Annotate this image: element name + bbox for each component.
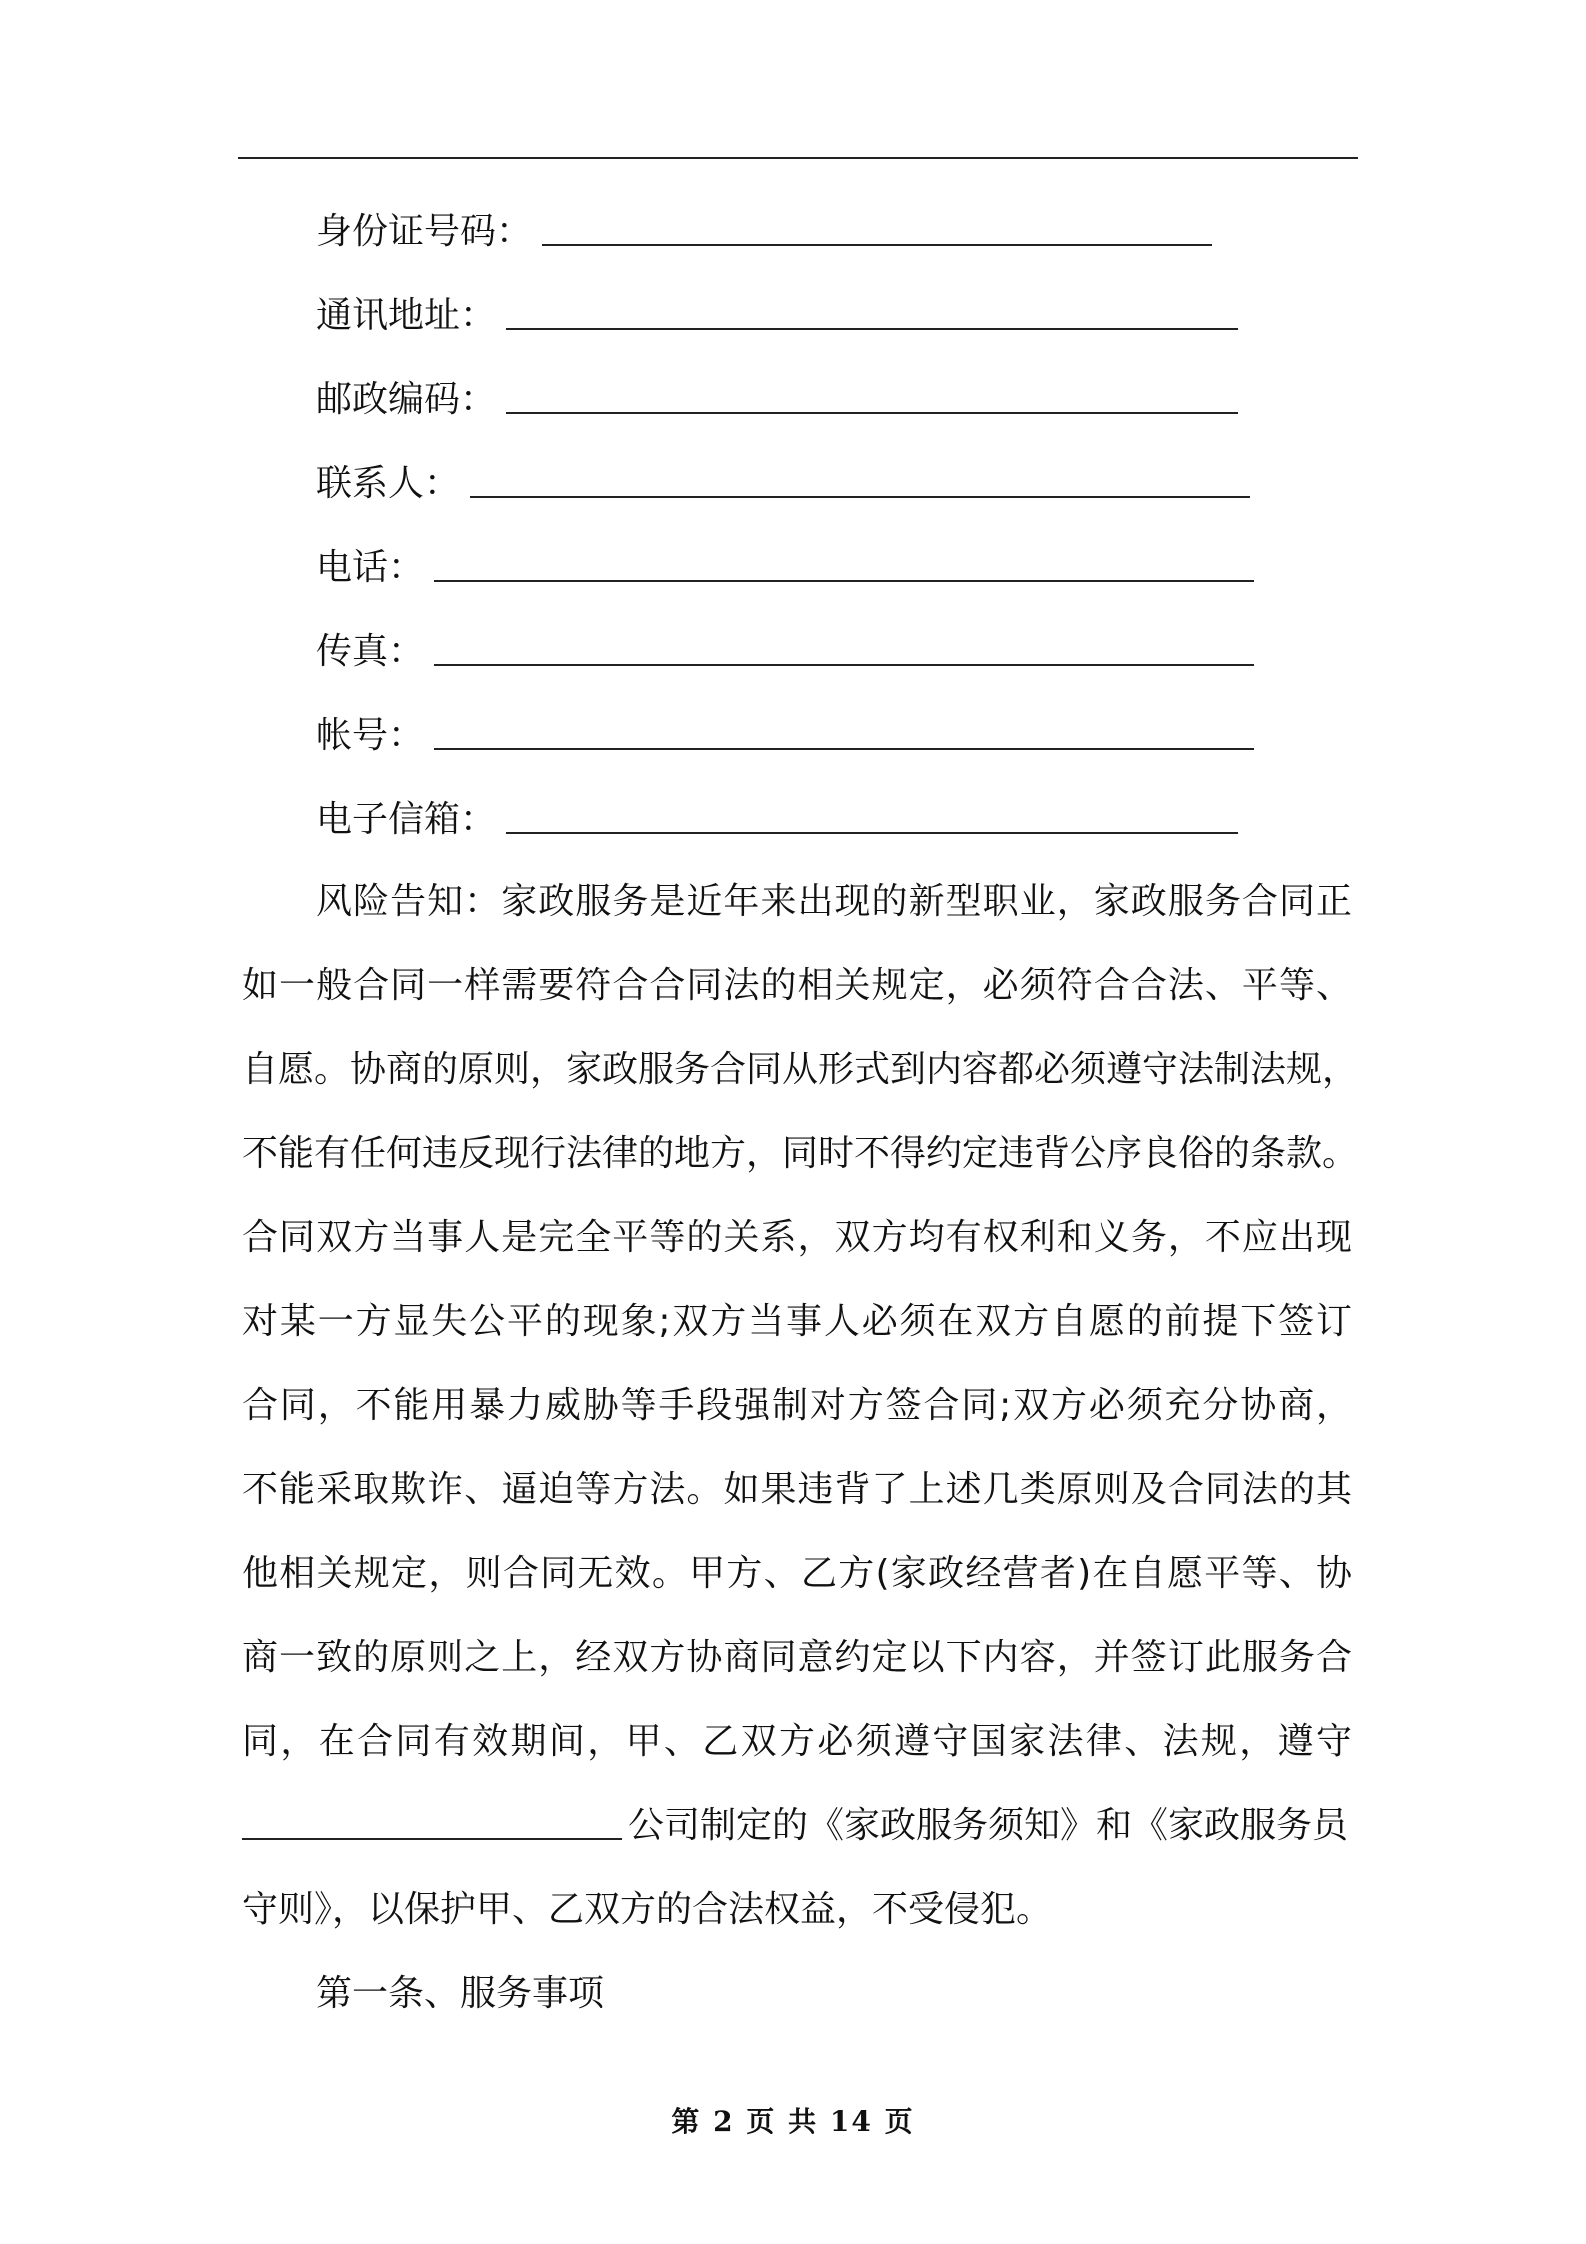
postcode-blank — [506, 374, 1238, 414]
address-blank — [506, 290, 1238, 330]
notice-line: 风险告知：家政服务是近年来出现的新型职业，家政服务合同正 — [316, 881, 1352, 922]
header-rule — [238, 157, 1358, 159]
postcode-label: 邮政编码： — [316, 379, 497, 420]
account-blank — [434, 710, 1254, 750]
notice-line: 商一致的原则之上，经双方协商同意约定以下内容，并签订此服务合 — [242, 1637, 1352, 1678]
notice-last-line: 守则》，以保护甲、乙双方的合法权益，不受侵犯。 — [242, 1889, 1053, 1930]
address-label: 通讯地址： — [316, 295, 497, 336]
notice-line: 自愿。协商的原则，家政服务合同从形式到内容都必须遵守法制法规， — [242, 1049, 1359, 1090]
fax-label: 传真： — [316, 631, 425, 672]
phone-blank — [434, 542, 1254, 582]
email-label: 电子信箱： — [316, 799, 497, 840]
notice-line: 合同，不能用暴力威胁等手段强制对方签合同;双方必须充分协商， — [242, 1385, 1352, 1426]
notice-line: 如一般合同一样需要符合合同法的相关规定，必须符合合法、平等、 — [242, 965, 1352, 1006]
notice-line-with-blank — [242, 1800, 1352, 1852]
contact-person-blank — [470, 458, 1250, 498]
account-field — [316, 710, 1254, 762]
id-number-field — [316, 206, 1212, 258]
email-blank — [506, 794, 1238, 834]
section-title: 第一条、服务事项 — [316, 1973, 605, 2014]
fax-blank — [434, 626, 1254, 666]
notice-blank-line-text: 公司制定的《家政服务须知》和《家政服务员 — [628, 1805, 1349, 1846]
notice-line: 不能有任何违反现行法律的地方，同时不得约定违背公序良俗的条款。 — [242, 1133, 1359, 1174]
fax-field — [316, 626, 1254, 678]
account-label: 帐号： — [316, 715, 425, 756]
email-field — [316, 794, 1238, 846]
id-number-blank — [542, 206, 1212, 246]
id-number-label: 身份证号码： — [316, 211, 533, 252]
notice-line: 他相关规定，则合同无效。甲方、乙方(家政经营者)在自愿平等、协 — [242, 1553, 1352, 1594]
postcode-field — [316, 374, 1238, 426]
phone-label: 电话： — [316, 547, 425, 588]
company-name-blank — [242, 1800, 622, 1840]
notice-line: 不能采取欺诈、逼迫等方法。如果违背了上述几类原则及合同法的其 — [242, 1469, 1352, 1510]
contact-person-field — [316, 458, 1250, 510]
address-field — [316, 290, 1238, 342]
notice-line: 同，在合同有效期间，甲、乙双方必须遵守国家法律、法规，遵守 — [242, 1721, 1352, 1762]
contact-person-label: 联系人： — [316, 463, 461, 504]
page-number: 第 2 页 共 14 页 — [671, 2105, 915, 2138]
notice-line: 合同双方当事人是完全平等的关系，双方均有权利和义务，不应出现 — [242, 1217, 1352, 1258]
notice-line: 对某一方显失公平的现象;双方当事人必须在双方自愿的前提下签订 — [242, 1301, 1352, 1342]
phone-field — [316, 542, 1254, 594]
